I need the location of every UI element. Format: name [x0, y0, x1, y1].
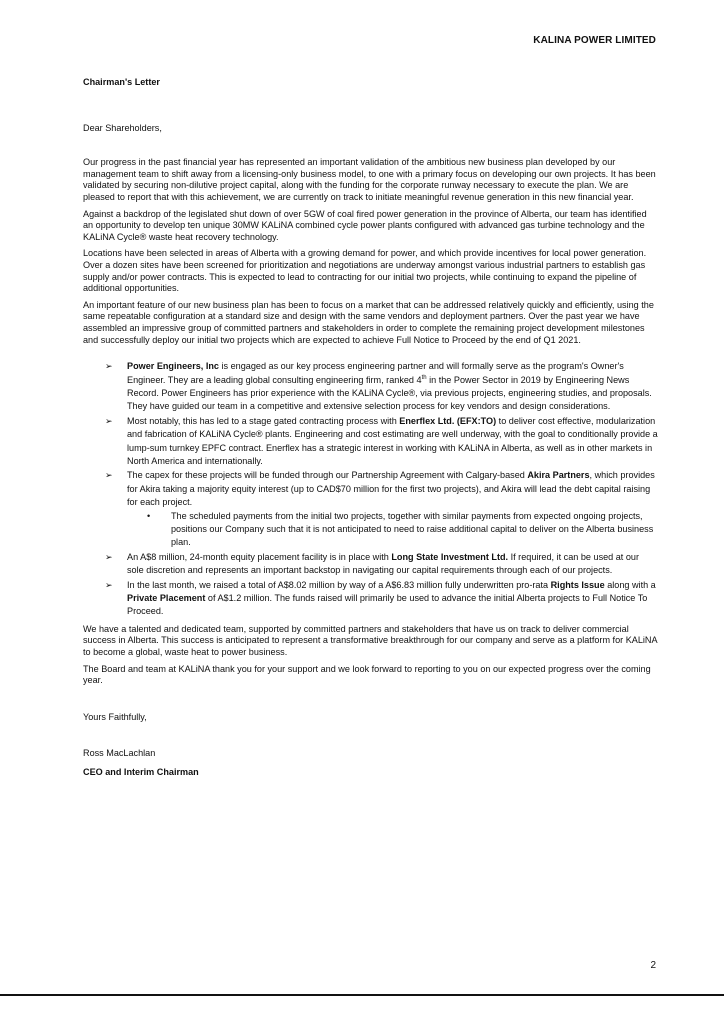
- paragraph: Our progress in the past financial year has represented an important validation of the ambitious new business plan developed by our management team to shift away from a licensing-only business model, to one with a primary focus on developing our own projects. It has been validated by securing non-dilutive project capital, along with the funding for the corporate runway necessary to execute the plan. We are pleased to report that with this achievement, we are currently on track to initiate meaningful revenue generation in this new financial year.: [83, 157, 656, 202]
- bullet-item: [105, 415, 658, 469]
- bullet-item: [105, 469, 658, 549]
- bullet-item: [105, 551, 658, 578]
- bullet-text: In the last month, we raised a total of A$8.02 million by way of a A$6.83 million fully underwritten pro-rata: [127, 579, 551, 590]
- sub-bullet-item: [147, 510, 658, 550]
- arrow-bullet-icon: ➢: [105, 415, 113, 426]
- bullet-text: of A$1.2 million. The funds raised will primarily be used to advance the initial Alberta projects to Full Notice To Proceed.: [127, 593, 648, 617]
- signer-title: CEO and Interim Chairman: [83, 766, 199, 777]
- company-header: KALINA POWER LIMITED: [533, 35, 656, 46]
- bullet-text: is engaged as our key process engineering partner and will formally serve as the program's Owner's Engineer. They are a leading global consulting engineering firm, ranked 4: [127, 361, 624, 385]
- signer-name: Ross MacLachlan: [83, 748, 156, 759]
- partner-bullet-list: [83, 360, 658, 619]
- bullet-text: If required, it can be used at our sole discretion and represents an important backstop in navigating our capital requirements through each of our projects.: [127, 551, 640, 576]
- signoff: Yours Faithfully,: [83, 711, 147, 722]
- bullet-text: along with a: [604, 579, 656, 590]
- paragraph: An important feature of our new business plan has been to focus on a market that can be addressed relatively quickly and efficiently, using the same repeatable configuration at a standard size and design with the same vendors and deployment partners. Over the past year we have assembled an impressive group of committed partners and stakeholders in order to complete the remaining project development milestones and successfully deploy our initial two projects which are expected to achieve Full Notice to Proceed by the end of Q1 2021.: [83, 299, 654, 345]
- bullet-text: The scheduled payments from the initial two projects, together with similar payments from expected ongoing projects, positions our Company such that it is not anticipated to need to raise additional capital to deliver on the Alberta business plan.: [171, 510, 654, 548]
- paragraph: Locations have been selected in areas of Alberta with a growing demand for power, and which provide incentives for local power generation. Over a dozen sites have been screened for prioritization and negotiations are underway amongst various industrial partners to establish gas supply and/or power contracts. This is expected to lead to contracting for our initial two projects, while continuing to expand the pipeline of additional opportunities.: [83, 248, 647, 294]
- bullet-text: in the Power Sector in 2019 by Engineering News Record. Power Engineers has prior experience with the KALiNA Cycle®, via previous projects, engineering studies, and proposals. They have guided our team in a competitive and extensive selection process for key vendors and design considerations.: [127, 374, 652, 412]
- salutation: Dear Shareholders,: [83, 122, 162, 133]
- paragraph: The Board and team at KALiNA thank you for your support and we look forward to reporting to you on our expected progress over the coming year.: [83, 663, 651, 686]
- paragraph: We have a talented and dedicated team, supported by committed partners and stakeholders that have us on track to deliver commercial success in Alberta. This success is anticipated to represent a transformative breakthrough for our company and serve as a platform for KALiNA to become a global, waste heat to power business.: [83, 623, 658, 657]
- private-placement-label: Private Placement: [127, 593, 206, 603]
- bullet-text: , which provides for Akira taking a majority equity interest (up to CAD$70 million for the first two projects), and Akira will lead the debt capital raising for each project.: [127, 470, 655, 508]
- bullet-text: The capex for these projects will be funded through our Partnership Agreement with Calgary-based: [127, 470, 528, 481]
- arrow-bullet-icon: ➢: [105, 579, 113, 590]
- bullet-text: An A$8 million, 24-month equity placement facility is in place with: [127, 551, 392, 562]
- arrow-bullet-icon: ➢: [105, 361, 113, 372]
- bullet-item: [105, 360, 658, 414]
- arrow-bullet-icon: ➢: [105, 551, 113, 562]
- rights-issue-label: Rights Issue: [550, 579, 605, 590]
- bullet-text: to deliver cost effective, modularization and fabrication of KALiNA Cycle® plants. Engineering and cost estimating are well underway, with the goal to conditionally provide a lump-sum turnkey EPFC contract. Enerflex has a strategic interest in working with KALiNA in Alberta, as well as in other markets in North America and internationally.: [127, 415, 658, 466]
- letter-title: Chairman's Letter: [83, 77, 160, 87]
- partner-name: Akira Partners: [527, 470, 590, 481]
- ordinal-suffix: th: [421, 374, 427, 381]
- bullet-item: [105, 579, 658, 619]
- partner-name: Enerflex Ltd. (EFX:TO): [399, 415, 497, 426]
- partner-name: Power Engineers, Inc: [127, 361, 219, 372]
- dot-bullet-icon: •: [147, 510, 151, 521]
- page-number: 2: [650, 960, 656, 971]
- sub-bullet-list: [127, 510, 658, 550]
- partner-name: Long State Investment Ltd.: [391, 551, 509, 562]
- letter-body: [83, 77, 658, 779]
- arrow-bullet-icon: ➢: [105, 470, 113, 481]
- paragraph: Against a backdrop of the legislated shut down of over 5GW of coal fired power generation in the province of Alberta, our team has identified an opportunity to develop ten unique 30MW KALiNA combined cycle power plants configured with advanced gas turbine technology and the KALiNA Cycle® waste heat recovery technology.: [83, 208, 647, 242]
- bullet-text: Most notably, this has led to a stage gated contracting process with: [127, 415, 400, 426]
- page-bottom-divider: [0, 994, 724, 996]
